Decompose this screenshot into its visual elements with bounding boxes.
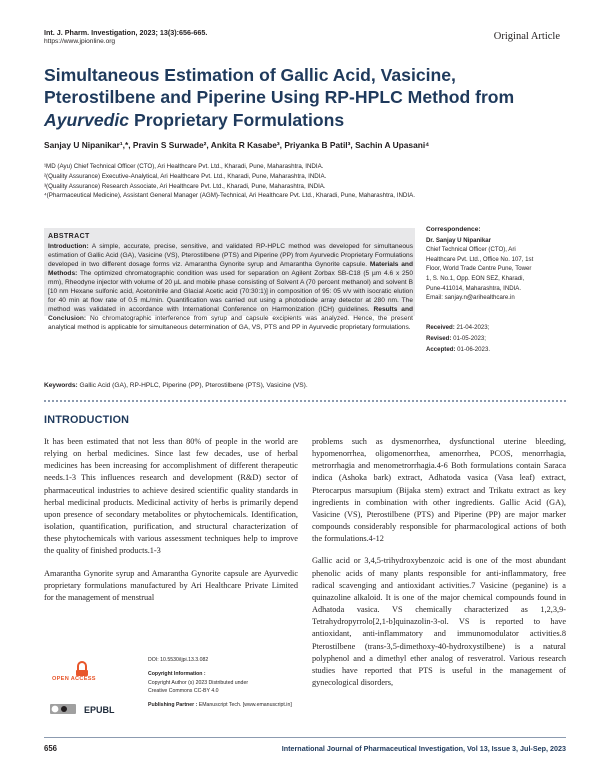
- abstract-intro-text: A simple, accurate, precise, sensitive, and validated RP-HPLC method was developed for simultaneous estimation of Gallic Acid (GA), Vasicine (VS), Pterostilbene (PTS) and Piperine (PP) from Ayurvedic Proprietary Formulations developed in two different dosage forms viz. Amarantha Gynorite syrup and Amarantha Gynorite capsule.: [48, 243, 413, 269]
- body-paragraph: Gallic acid or 3,4,5-trihydroxybenzoic acid is one of the most abundant phenolic acids of many plants responsible for anti-inflammatory, free radical scavenging and antioxidant activities.7 Vasicine (peganine) is a quinazoline alkaloid. It is one of the major chemical compounds found in Adhatoda vasica. VS chemically characterized as 1,2,3,9-Tetrahydropyrrolo[2,1-b]quinazolin-3-ol. VS is reported to have antioxidant, anti-inflammatory and immunomodulator activities.8 Pterostilbene (trans-3,5-dimethoxy-40-hydroxystilbene) is a natural polyphenol and a dimethyl ether analog of resveratrol. Various research studies have reported that PTS is useful in the management of gynecological disorders,: [312, 556, 566, 687]
- title-line-2: Pterostilbene and Piperine Using RP-HPLC Method from: [44, 87, 515, 108]
- affiliation-list: [44, 162, 564, 201]
- body-paragraph: Amarantha Gynorite syrup and Amarantha Gynorite capsule are Ayurvedic proprietary formulations manufactured by Ari Healthcare Private Limited for the management of menstrual: [44, 568, 298, 602]
- date-label: Accepted:: [426, 346, 456, 353]
- article-title: [44, 64, 564, 131]
- creative-commons-icon: [50, 704, 76, 714]
- affiliation-item: ²(Quality Assurance) Executive-Analytical, Ari Healthcare Pvt. Ltd., Kharadi, Pune, Maharashtra, INDIA.: [44, 172, 327, 180]
- introduction-heading: INTRODUCTION: [44, 414, 130, 426]
- correspondence-heading: Correspondence:: [426, 226, 481, 233]
- body-column-right: [312, 436, 566, 699]
- date-revised: [426, 333, 566, 344]
- copyright-line: Copyright Author (s) 2023 Distributed under: [148, 679, 249, 686]
- license-line: Creative Commons CC-BY 4.0: [148, 687, 219, 694]
- date-label: Received:: [426, 324, 455, 331]
- body-paragraph: It has been estimated that not less than 80% of people in the world are relying on herbal medicines. Since last few decades, use of herbal medicines has been increasing for accomplishment of different therapeutic needs.1-3 This influences research and development (R&D) sector of pharmaceutical industries to achieve desired scientific quality standards in herbal medicinal products. Medicinal activity of herbs is primarily depend upon presence of secondary metabolites or phytochemicals. Identification, isolation, quantification, purification, and structural characterization of these phytochemicals with various assessment techniques help to improve the quality of finished products.1-3: [44, 437, 298, 556]
- affiliation-item: ¹MD (Ayu) Chief Technical Officer (CTO), Ari Healthcare Pvt. Ltd., Kharadi, Pune, Maharashtra, INDIA.: [44, 163, 324, 170]
- keywords: [44, 382, 564, 389]
- footer-journal-name: International Journal of Pharmaceutical Investigation, Vol 13, Issue 3, Jul-Sep, 2023: [281, 744, 566, 753]
- title-line-3: Proprietary Formulations: [129, 109, 345, 130]
- open-access-lock-icon: [56, 660, 108, 690]
- publication-info: [148, 656, 298, 709]
- title-line-1: Simultaneous Estimation of Gallic Acid, Vasicine,: [44, 65, 456, 85]
- abstract-intro-label: Introduction:: [48, 243, 89, 251]
- abstract-methods-text: The optimized chromatographic condition was used for separation on Agilent Zorbax SB-C18 (5 µm 4.6 x 250 mm), Rheodyne injector with volume of 20 µL and mobile phase consisting of Solvent A (70 percent methanol) and solvent B [10 nm Hexane sulfonic acid, Acetonitrile and Glacial Acetic acid (70:30:1)] in composition of 95: 05 v/v with isocratic elution for 40 min at flow rate of 0.5 mL/min. Quantification was carried out using a photodiode array detector at 280 nm. The method was validated in accordance with International Conference on Harmonization (ICH) guidelines.: [48, 270, 413, 314]
- correspondence-line: 1, S. No.1, Opp. EON SEZ, Kharadi,: [426, 274, 525, 282]
- correspondence-line: Chief Technical Officer (CTO), Ari: [426, 246, 516, 254]
- article-type-label: Original Article: [493, 31, 560, 42]
- journal-citation: Int. J. Pharm. Investigation, 2023; 13(3):656-665.: [44, 28, 208, 37]
- footer-divider: [44, 737, 566, 738]
- date-received: [426, 322, 566, 333]
- affiliation-item: ³(Quality Assurance) Research Associate, Ari Healthcare Pvt. Ltd., Kharadi, Pune, Maharashtra, INDIA.: [44, 182, 326, 190]
- publisher-value: EManuscript Tech. [www.emanuscript.in]: [197, 702, 292, 709]
- date-value: 01-05-2023;: [451, 335, 486, 342]
- correspondence-line: Pune-411014, Maharashtra, INDIA.: [426, 284, 522, 292]
- copyright-heading: Copyright Information :: [148, 671, 206, 678]
- date-value: 21-04-2023;: [454, 324, 490, 331]
- date-label: Revised:: [426, 335, 452, 342]
- correspondence-line: Floor, World Trade Centre Pune, Tower: [426, 265, 532, 273]
- publisher-label: Publishing Partner :: [148, 702, 198, 709]
- affiliation-item: ⁴(Pharmaceutical Medicine), Assistant General Manager (AGM)-Technical, Ari Healthcare Pvt. Ltd., Kharadi, Pune, Maharashtra, INDIA.: [44, 192, 415, 200]
- correspondence-block: [426, 225, 566, 303]
- abstract-heading: ABSTRACT: [48, 233, 90, 240]
- open-access-label: OPEN ACCESS: [52, 676, 96, 682]
- author-list: Sanjay U Nipanikar¹,*, Pravin S Surwade², Ankita R Kasabe³, Priyanka B Patil³, Sachin A Upasani⁴: [44, 140, 430, 150]
- epubl-logo: EPUBL: [84, 705, 115, 715]
- body-paragraph: problems such as dysmenorrhea, dysfunctional uterine bleeding, hypomenorrhea, oligomenorrhea, amenorrhea, PCOS, menorrhagia, metrorrhagia and menometrorrhagia.4-6 Both formulations contain Saraca indica (Ashoka bark) extract, Adhatoda vasica (Vasa leaf) extract, Pterocarpus marsupium (Bijaka stem) extract and Trikatu extract as key ingredients in combination with other ingredients. Gallic Acid (GA), Vasicine (VS), Pterostilbene (PTS) and Piperine (PP) are major marker compounds considerably responsible for pharmacological actions of both the formulations.4-12: [312, 437, 566, 544]
- article-dates: [426, 322, 566, 355]
- doi[interactable]: DOI: 10.5530/ijpi.13.3.082: [148, 657, 209, 663]
- body-column-left: [44, 436, 298, 614]
- abstract-methods-label: Materials and Methods:: [48, 261, 413, 278]
- date-accepted: [426, 344, 566, 355]
- keywords-label: Keywords:: [44, 382, 78, 389]
- abstract-results-text: No chromatographic interference from syrup and capsule excipients was analyzed. Hence, the present analytical method is applicable for simultaneous determination of GA, VS, PTS and PP in Ayurvedic proprietary formulations.: [48, 315, 413, 332]
- correspondence-line: Healthcare Pvt. Ltd., Office No. 107, 1st: [426, 255, 534, 263]
- keywords-text: Gallic Acid (GA), RP-HPLC, Piperine (PP), Pterostilbene (PTS), Vasicine (VS).: [77, 382, 308, 389]
- abstract-results-label: Results and Conclusion:: [48, 306, 414, 323]
- section-divider: [44, 400, 566, 402]
- abstract: [48, 232, 413, 333]
- correspondence-name: Dr. Sanjay U Nipanikar: [426, 236, 492, 244]
- journal-url[interactable]: https://www.jpionline.org: [44, 38, 116, 45]
- title-line-3-italic: Ayurvedic: [44, 109, 130, 130]
- correspondence-email[interactable]: Email: sanjay.n@arihealthcare.in: [426, 294, 515, 302]
- date-value: 01-06-2023.: [455, 346, 491, 353]
- page-number: 656: [44, 744, 58, 753]
